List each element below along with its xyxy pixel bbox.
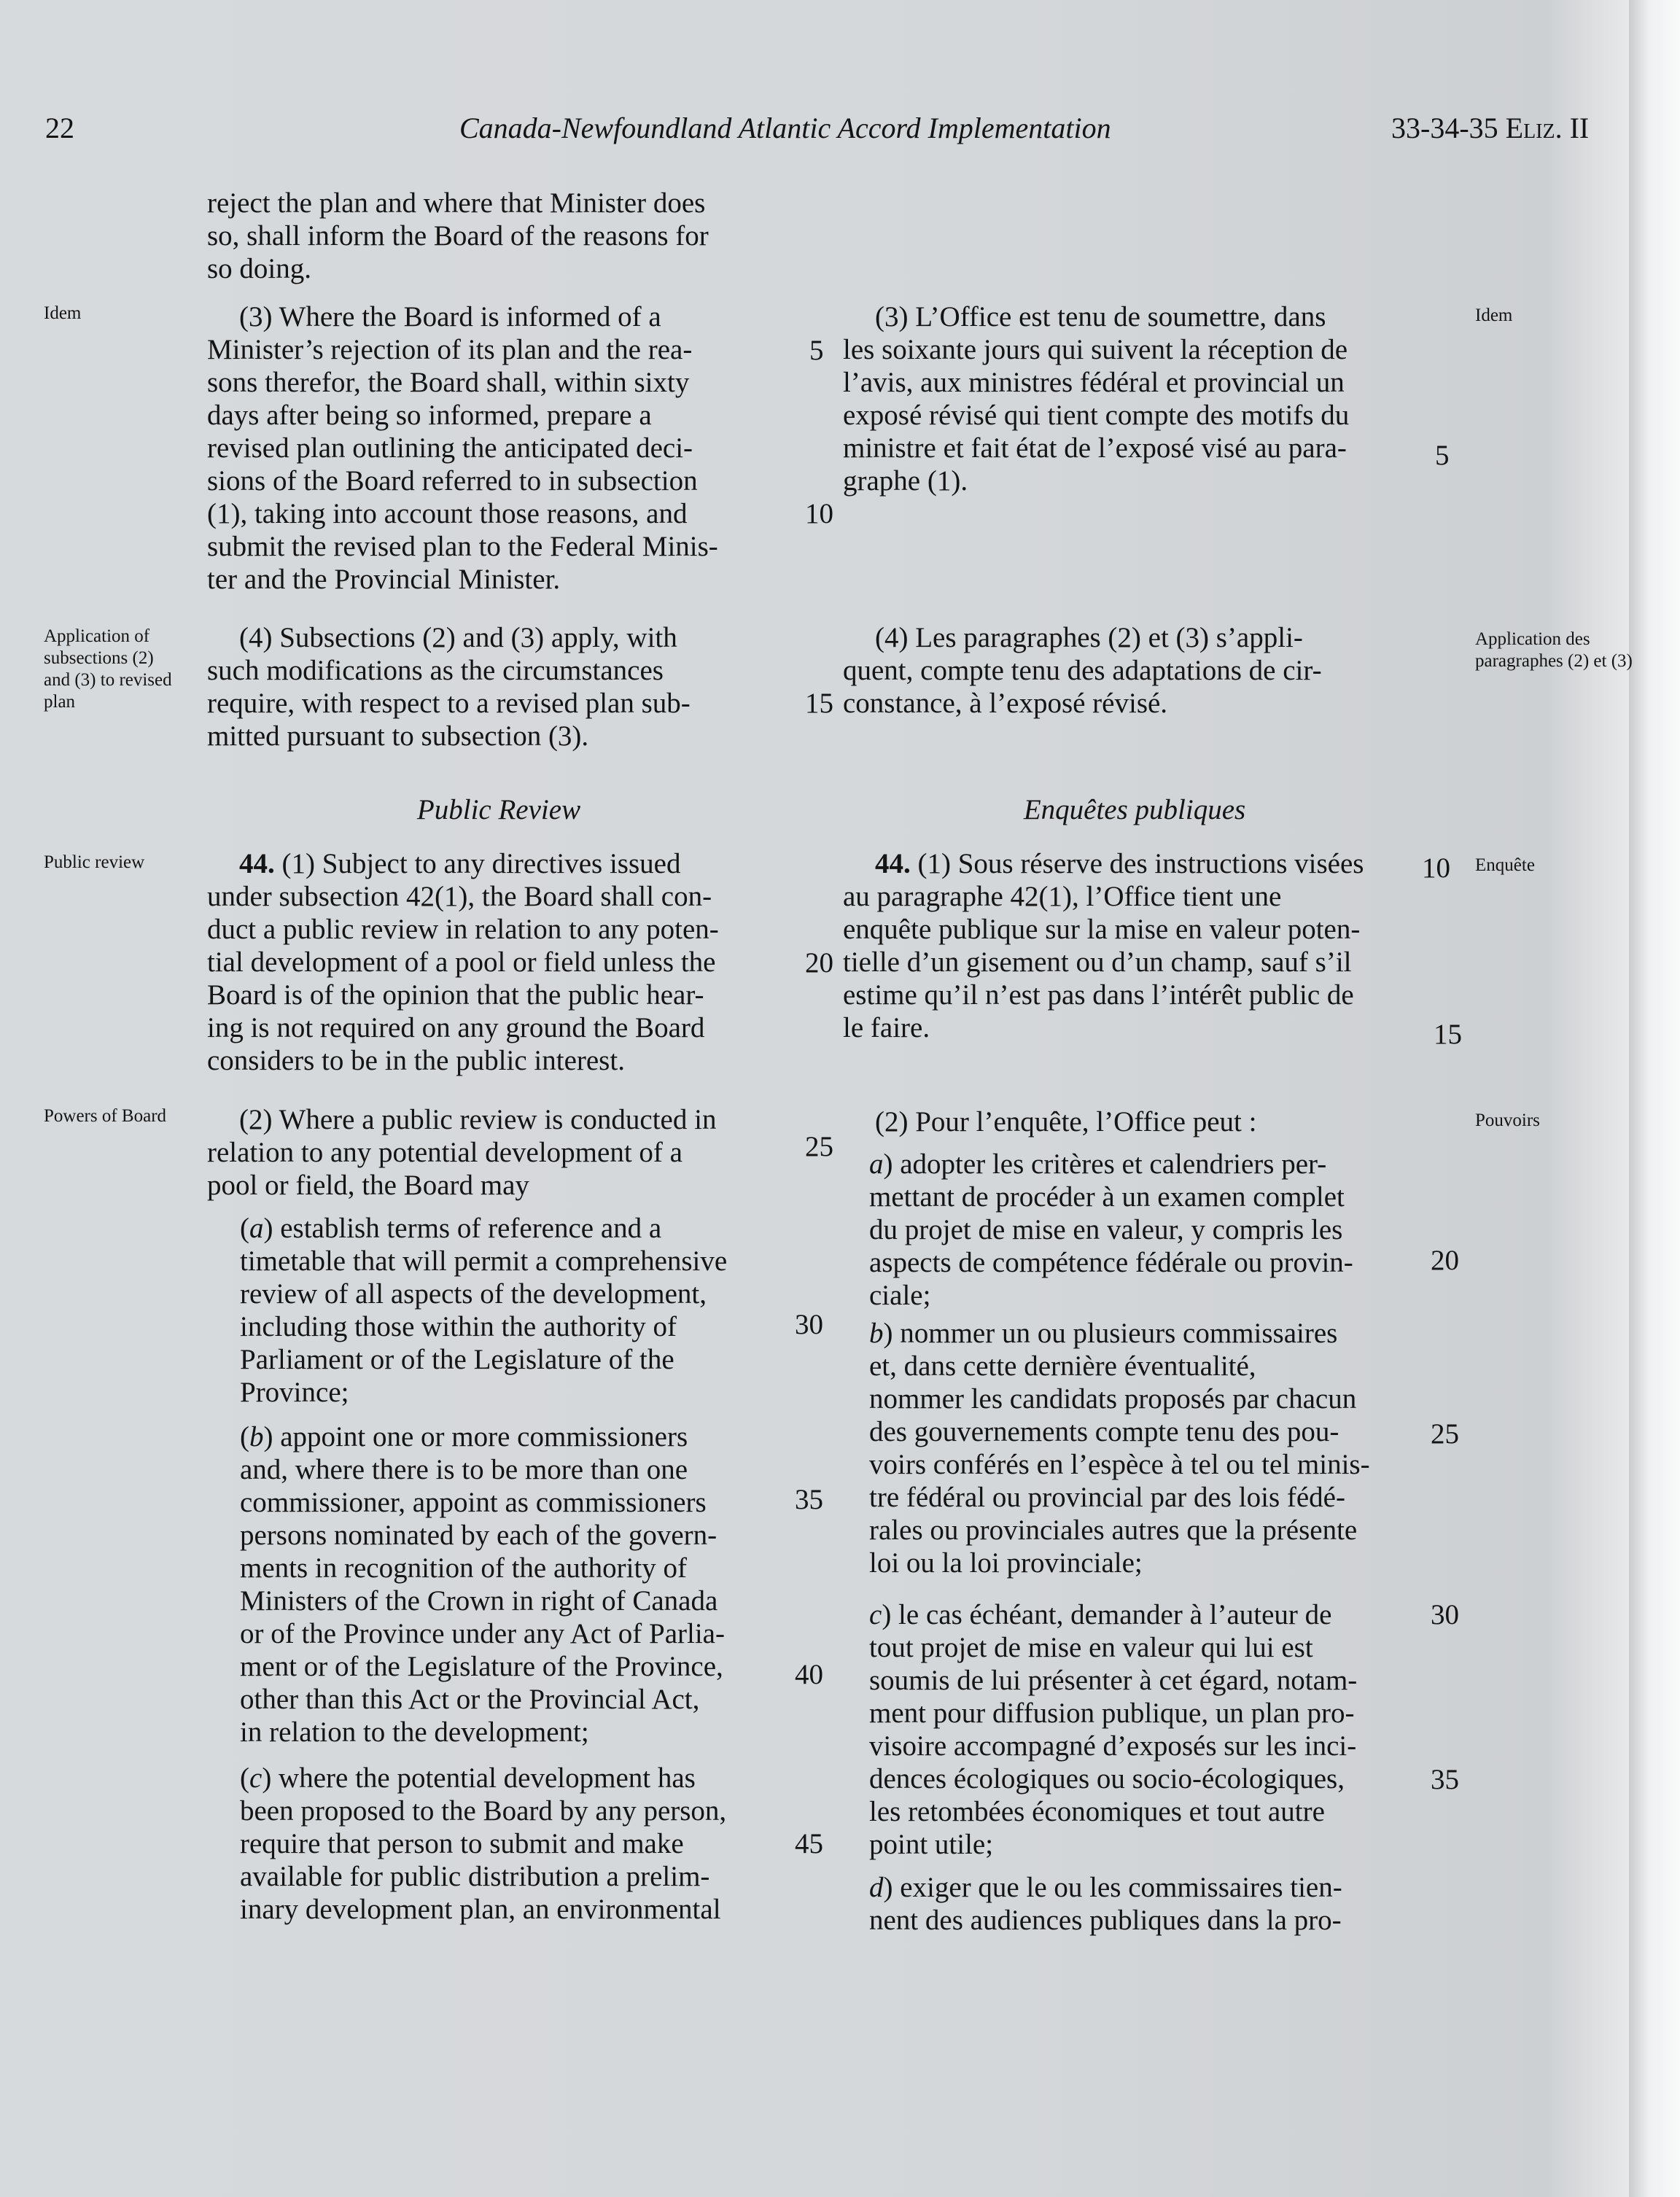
- paragraph-label: a: [249, 1213, 264, 1244]
- text-line: l’avis, aux ministres fédéral et provincial un: [843, 367, 1345, 398]
- text-line: or of the Province under any Act of Parlia-: [240, 1618, 725, 1649]
- english-continuation: [207, 187, 790, 285]
- text-line: visoire accompagné d’exposés sur les inci-: [869, 1730, 1357, 1762]
- paragraph-label: b: [869, 1318, 884, 1349]
- text-span: ) where the potential development has: [262, 1762, 696, 1794]
- line-number: 20: [805, 947, 833, 979]
- text-span: ) adopter les critères et calendriers per-: [883, 1148, 1327, 1180]
- text-line: [207, 847, 790, 880]
- line-number: 25: [1431, 1418, 1459, 1450]
- line-number: 5: [1435, 440, 1450, 471]
- paragraph-label: c: [869, 1599, 882, 1630]
- text-line: (4) Les paragraphes (2) et (3) s’appli-: [875, 622, 1303, 653]
- text-line: loi ou la loi provinciale;: [869, 1547, 1143, 1579]
- running-title: Canada-Newfoundland Atlantic Accord Implementation: [459, 112, 1111, 144]
- text-line: submit the revised plan to the Federal Minis-: [207, 531, 718, 562]
- page-number: 22: [45, 112, 74, 144]
- paragraph-label: b: [249, 1421, 264, 1453]
- text-line: (3) L’Office est tenu de soumettre, dans: [875, 301, 1326, 333]
- line-number: 10: [805, 498, 833, 529]
- text-line: Parliament or of the Legislature of the: [240, 1344, 674, 1375]
- text-line: voirs conférés en l’espèce à tel ou tel minis-: [869, 1449, 1370, 1480]
- text-line: ministre et fait état de l’exposé visé au para-: [843, 432, 1347, 464]
- text-line: (2) Where a public review is conducted in: [239, 1104, 717, 1135]
- text-line: considers to be in the public interest.: [207, 1045, 625, 1076]
- text-line: dences écologiques ou socio-écologiques,: [869, 1763, 1345, 1794]
- text-line: mitted pursuant to subsection (3).: [207, 720, 589, 752]
- text-line: [869, 1598, 1434, 1631]
- english-paragraph-c: [240, 1762, 790, 1926]
- text-line: pool or field, the Board may: [207, 1170, 529, 1201]
- paragraph-label: a: [869, 1148, 884, 1180]
- text-line: ciale;: [869, 1280, 931, 1311]
- text-line: including those within the authority of: [240, 1311, 677, 1342]
- french-paragraph-c: [869, 1598, 1434, 1861]
- text-line: (b) appoint one or more commissioners: [240, 1421, 688, 1453]
- text-line: tielle d’un gisement ou d’un champ, sauf s’il: [843, 946, 1352, 978]
- text-line: tial development of a pool or field unless the: [207, 946, 716, 978]
- text-line: graphe (1).: [843, 465, 968, 497]
- text-line: du projet de mise en valeur, y compris les: [869, 1214, 1343, 1245]
- text-line: rales ou provinciales autres que la présente: [869, 1514, 1358, 1546]
- line-number: 25: [805, 1131, 833, 1162]
- text-span: (1) Sous réserve des instructions visées: [917, 848, 1364, 879]
- french-paragraph-d: [869, 1871, 1434, 1937]
- section-number: 44.: [239, 848, 275, 879]
- line-number: 5: [809, 335, 824, 366]
- text-span: ) le cas échéant, demander à l’auteur de: [882, 1599, 1332, 1630]
- text-line: enquête publique sur la mise en valeur poten-: [843, 914, 1361, 945]
- text-line: nommer les candidats proposés par chacun: [869, 1383, 1357, 1415]
- text-span: ) nommer un ou plusieurs commissaires: [883, 1318, 1338, 1349]
- text-line: [843, 847, 1426, 880]
- text-line: ments in recognition of the authority of: [240, 1552, 688, 1584]
- text-line: Board is of the opinion that the public hear-: [207, 979, 704, 1011]
- french-section-44: [843, 847, 1426, 1044]
- margin-note-powers: Powers of Board: [44, 1106, 167, 1126]
- text-line: and, where there is to be more than one: [240, 1454, 688, 1485]
- text-line: (4) Subsections (2) and (3) apply, with: [239, 622, 677, 653]
- text-line: Ministers of the Crown in right of Canada: [240, 1585, 718, 1617]
- text-line: timetable that will permit a comprehensive: [240, 1245, 728, 1277]
- french-paragraph-b: [869, 1317, 1434, 1579]
- text-line: revised plan outlining the anticipated deci-: [207, 432, 693, 464]
- text-line: [869, 1148, 1434, 1181]
- text-line: persons nominated by each of the govern-: [240, 1520, 718, 1551]
- text-span: ) exiger que le ou les commissaires tien-: [883, 1872, 1342, 1903]
- english-section-44: [207, 847, 790, 1077]
- text-line: (a) establish terms of reference and a: [240, 1213, 662, 1244]
- line-number: 40: [795, 1659, 823, 1690]
- text-line: mettant de procéder à un examen complet: [869, 1181, 1345, 1213]
- english-paragraph-b: [240, 1420, 790, 1749]
- text-line: (2) Pour l’enquête, l’Office peut :: [875, 1106, 1257, 1138]
- text-line: le faire.: [843, 1012, 930, 1043]
- text-line: [869, 1871, 1434, 1904]
- text-line: duct a public review in relation to any poten-: [207, 914, 719, 945]
- text-line: (3) Where the Board is informed of a: [239, 301, 661, 333]
- text-line: Minister’s rejection of its plan and the rea-: [207, 334, 693, 365]
- section-number: 44.: [875, 848, 911, 879]
- text-line: (c) where the potential development has: [240, 1762, 696, 1794]
- line-number: 15: [1434, 1019, 1462, 1050]
- text-line: ing is not required on any ground the Board: [207, 1012, 705, 1043]
- paragraph-label: d: [869, 1872, 884, 1903]
- text-line: commissioner, appoint as commissioners: [240, 1487, 707, 1518]
- text-line: review of all aspects of the development,: [240, 1278, 707, 1310]
- text-line: les soixante jours qui suivent la réception de: [843, 334, 1348, 365]
- text-line: [869, 1317, 1434, 1350]
- regnal-year: [1391, 111, 1589, 145]
- margin-note-public-review: Public review: [44, 852, 145, 872]
- regnal-year-numbers: 33-34-35: [1391, 112, 1506, 144]
- line-number: 30: [1431, 1599, 1459, 1630]
- line-number: 35: [795, 1484, 823, 1515]
- text-line: exposé révisé qui tient compte des motifs du: [843, 400, 1350, 431]
- text-line: point utile;: [869, 1829, 994, 1860]
- text-line: sions of the Board referred to in subsection: [207, 465, 698, 497]
- french-heading-enquetes: Enquêtes publiques: [1023, 794, 1246, 825]
- text-line: ment or of the Legislature of the Province,: [240, 1651, 723, 1682]
- text-line: aspects de compétence fédérale ou provin-: [869, 1247, 1353, 1278]
- text-line: tout projet de mise en valeur qui lui est: [869, 1632, 1313, 1663]
- text-line: so doing.: [207, 253, 312, 284]
- line-number: 45: [795, 1828, 823, 1859]
- text-line: les retombées économiques et tout autre: [869, 1796, 1325, 1827]
- french-subsection-44-2: [843, 1105, 1426, 1138]
- text-line: des gouvernements compte tenu des pou-: [869, 1416, 1339, 1447]
- french-subsection-3: [843, 300, 1426, 497]
- english-paragraph-a: [240, 1212, 790, 1409]
- text-line: inary development plan, an environmental: [240, 1894, 721, 1925]
- text-span: ) establish terms of reference and a: [263, 1213, 662, 1244]
- margin-note-pouvoirs: Pouvoirs: [1475, 1111, 1540, 1130]
- text-line: constance, à l’exposé révisé.: [843, 688, 1168, 719]
- paragraph-label: c: [249, 1762, 262, 1794]
- english-heading-public-review: Public Review: [416, 794, 581, 825]
- text-line: ment pour diffusion publique, un plan pro-: [869, 1698, 1355, 1729]
- text-line: require that person to submit and make: [240, 1828, 684, 1859]
- margin-note-application-en: Application of subsections (2) and (3) to revised plan: [44, 626, 172, 712]
- regnal-year-monarch: Eliz. II: [1505, 112, 1590, 144]
- text-line: ter and the Provincial Minister.: [207, 564, 561, 595]
- text-line: tre fédéral ou provincial par des lois fédé-: [869, 1482, 1345, 1513]
- text-line: quent, compte tenu des adaptations de cir-: [843, 655, 1322, 686]
- text-line: such modifications as the circumstances: [207, 655, 664, 686]
- french-paragraph-a: [869, 1148, 1434, 1312]
- text-line: et, dans cette dernière éventualité,: [869, 1350, 1256, 1382]
- margin-note-idem-en: Idem: [44, 303, 82, 323]
- line-number: 15: [805, 688, 833, 719]
- text-line: nent des audiences publiques dans la pro-: [869, 1905, 1342, 1936]
- text-line: soumis de lui présenter à cet égard, notam-: [869, 1665, 1358, 1696]
- text-span: ) appoint one or more commissioners: [263, 1421, 688, 1453]
- book-spine-shadow: [1629, 0, 1680, 2197]
- line-number: 20: [1431, 1245, 1459, 1276]
- english-subsection-4: [207, 621, 790, 753]
- text-line: days after being so informed, prepare a: [207, 400, 652, 431]
- text-span: (1) Subject to any directives issued: [281, 848, 681, 879]
- text-line: relation to any potential development of a: [207, 1137, 682, 1168]
- margin-note-idem-fr: Idem: [1475, 306, 1513, 325]
- english-subsection-3: [207, 300, 790, 596]
- text-line: other than this Act or the Provincial Act,: [240, 1684, 700, 1715]
- text-line: been proposed to the Board by any person,: [240, 1795, 727, 1827]
- line-number: 10: [1422, 852, 1450, 884]
- text-line: au paragraphe 42(1), l’Office tient une: [843, 881, 1282, 912]
- text-line: reject the plan and where that Minister does: [207, 187, 706, 219]
- line-number: 35: [1431, 1764, 1459, 1795]
- english-subsection-44-2: [207, 1103, 790, 1202]
- text-line: available for public distribution a prelim-: [240, 1861, 710, 1892]
- text-line: require, with respect to a revised plan sub-: [207, 688, 691, 719]
- text-line: in relation to the development;: [240, 1716, 589, 1748]
- text-line: (1), taking into account those reasons, and: [207, 498, 688, 529]
- text-line: so, shall inform the Board of the reasons for: [207, 220, 709, 252]
- line-number: 30: [795, 1309, 823, 1340]
- margin-note-application-fr: Application des paragraphes (2) et (3): [1475, 629, 1633, 671]
- text-line: under subsection 42(1), the Board shall con-: [207, 881, 712, 912]
- text-line: Province;: [240, 1377, 349, 1408]
- text-line: estime qu’il n’est pas dans l’intérêt public de: [843, 979, 1354, 1011]
- margin-note-enquete: Enquête: [1475, 855, 1535, 875]
- french-subsection-4: [843, 621, 1426, 720]
- text-line: sons therefor, the Board shall, within sixty: [207, 367, 690, 398]
